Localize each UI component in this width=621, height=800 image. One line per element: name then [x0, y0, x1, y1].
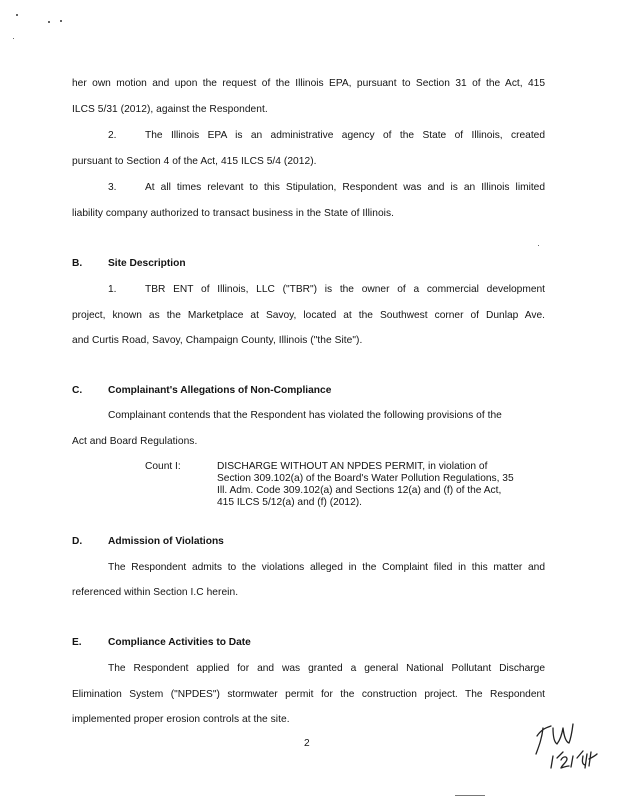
section-b-line-1: TBR ENT of Illinois, LLC ("TBR") is the owner of a commercial development [145, 284, 545, 295]
section-e-line-1: The Respondent applied for and was granted a general National Pollutant Discharge [108, 663, 545, 674]
section-d-heading: Admission of Violations [108, 536, 224, 547]
section-b-letter: B. [72, 258, 83, 269]
item-number-3: 3. [108, 182, 117, 193]
item-number-2: 2. [108, 130, 117, 141]
section-e-line-3: implemented proper erosion controls at the site. [72, 714, 290, 725]
page-number: 2 [304, 738, 310, 749]
section-e-heading: Compliance Activities to Date [108, 637, 251, 648]
handwritten-initials-signature [531, 716, 611, 776]
section-c-heading: Complainant's Allegations of Non-Compliance [108, 385, 332, 396]
count-line-2: Section 309.102(a) of the Board's Water Pollution Regulations, 35 [217, 473, 514, 484]
section-d-line-2: referenced within Section I.C herein. [72, 587, 239, 598]
section-c-line-2: Act and Board Regulations. [72, 436, 198, 447]
intro-line-1: her own motion and upon the request of the Illinois EPA, pursuant to Section 31 of the Act, 415 [72, 78, 545, 89]
item-2-line-2: pursuant to Section 4 of the Act, 415 ILCS 5/4 (2012). [72, 156, 317, 167]
count-line-3: Ill. Adm. Code 309.102(a) and Sections 12(a) and (f) of the Act, [217, 485, 502, 496]
item-3-line-2: liability company authorized to transact business in the State of Illinois. [72, 208, 394, 219]
section-b-line-2: project, known as the Marketplace at Savoy, located at the Southwest corner of Dunlap Ave. [72, 310, 545, 321]
item-2-line-1: The Illinois EPA is an administrative agency of the State of Illinois, created [145, 130, 545, 141]
count-label: Count I: [145, 461, 181, 472]
section-d-line-1: The Respondent admits to the violations alleged in the Complaint filed in this matter and [108, 562, 545, 573]
section-e-letter: E. [72, 637, 82, 648]
count-line-4: 415 ILCS 5/12(a) and (f) (2012). [217, 497, 362, 508]
section-b-line-3: and Curtis Road, Savoy, Champaign County, Illinois ("the Site"). [72, 335, 363, 346]
section-d-letter: D. [72, 536, 83, 547]
section-c-letter: C. [72, 385, 83, 396]
intro-line-2: ILCS 5/31 (2012), against the Respondent. [72, 104, 268, 115]
section-e-line-2: Elimination System ("NPDES") stormwater permit for the construction project. The Respondent [72, 689, 545, 700]
item-3-line-1: At all times relevant to this Stipulation, Respondent was and is an Illinois limited [145, 182, 545, 193]
count-line-1: DISCHARGE WITHOUT AN NPDES PERMIT, in violation of [217, 461, 488, 472]
section-c-line-1: Complainant contends that the Respondent has violated the following provisions of the [108, 410, 502, 421]
section-b-item-number: 1. [108, 284, 117, 295]
section-b-heading: Site Description [108, 258, 186, 269]
